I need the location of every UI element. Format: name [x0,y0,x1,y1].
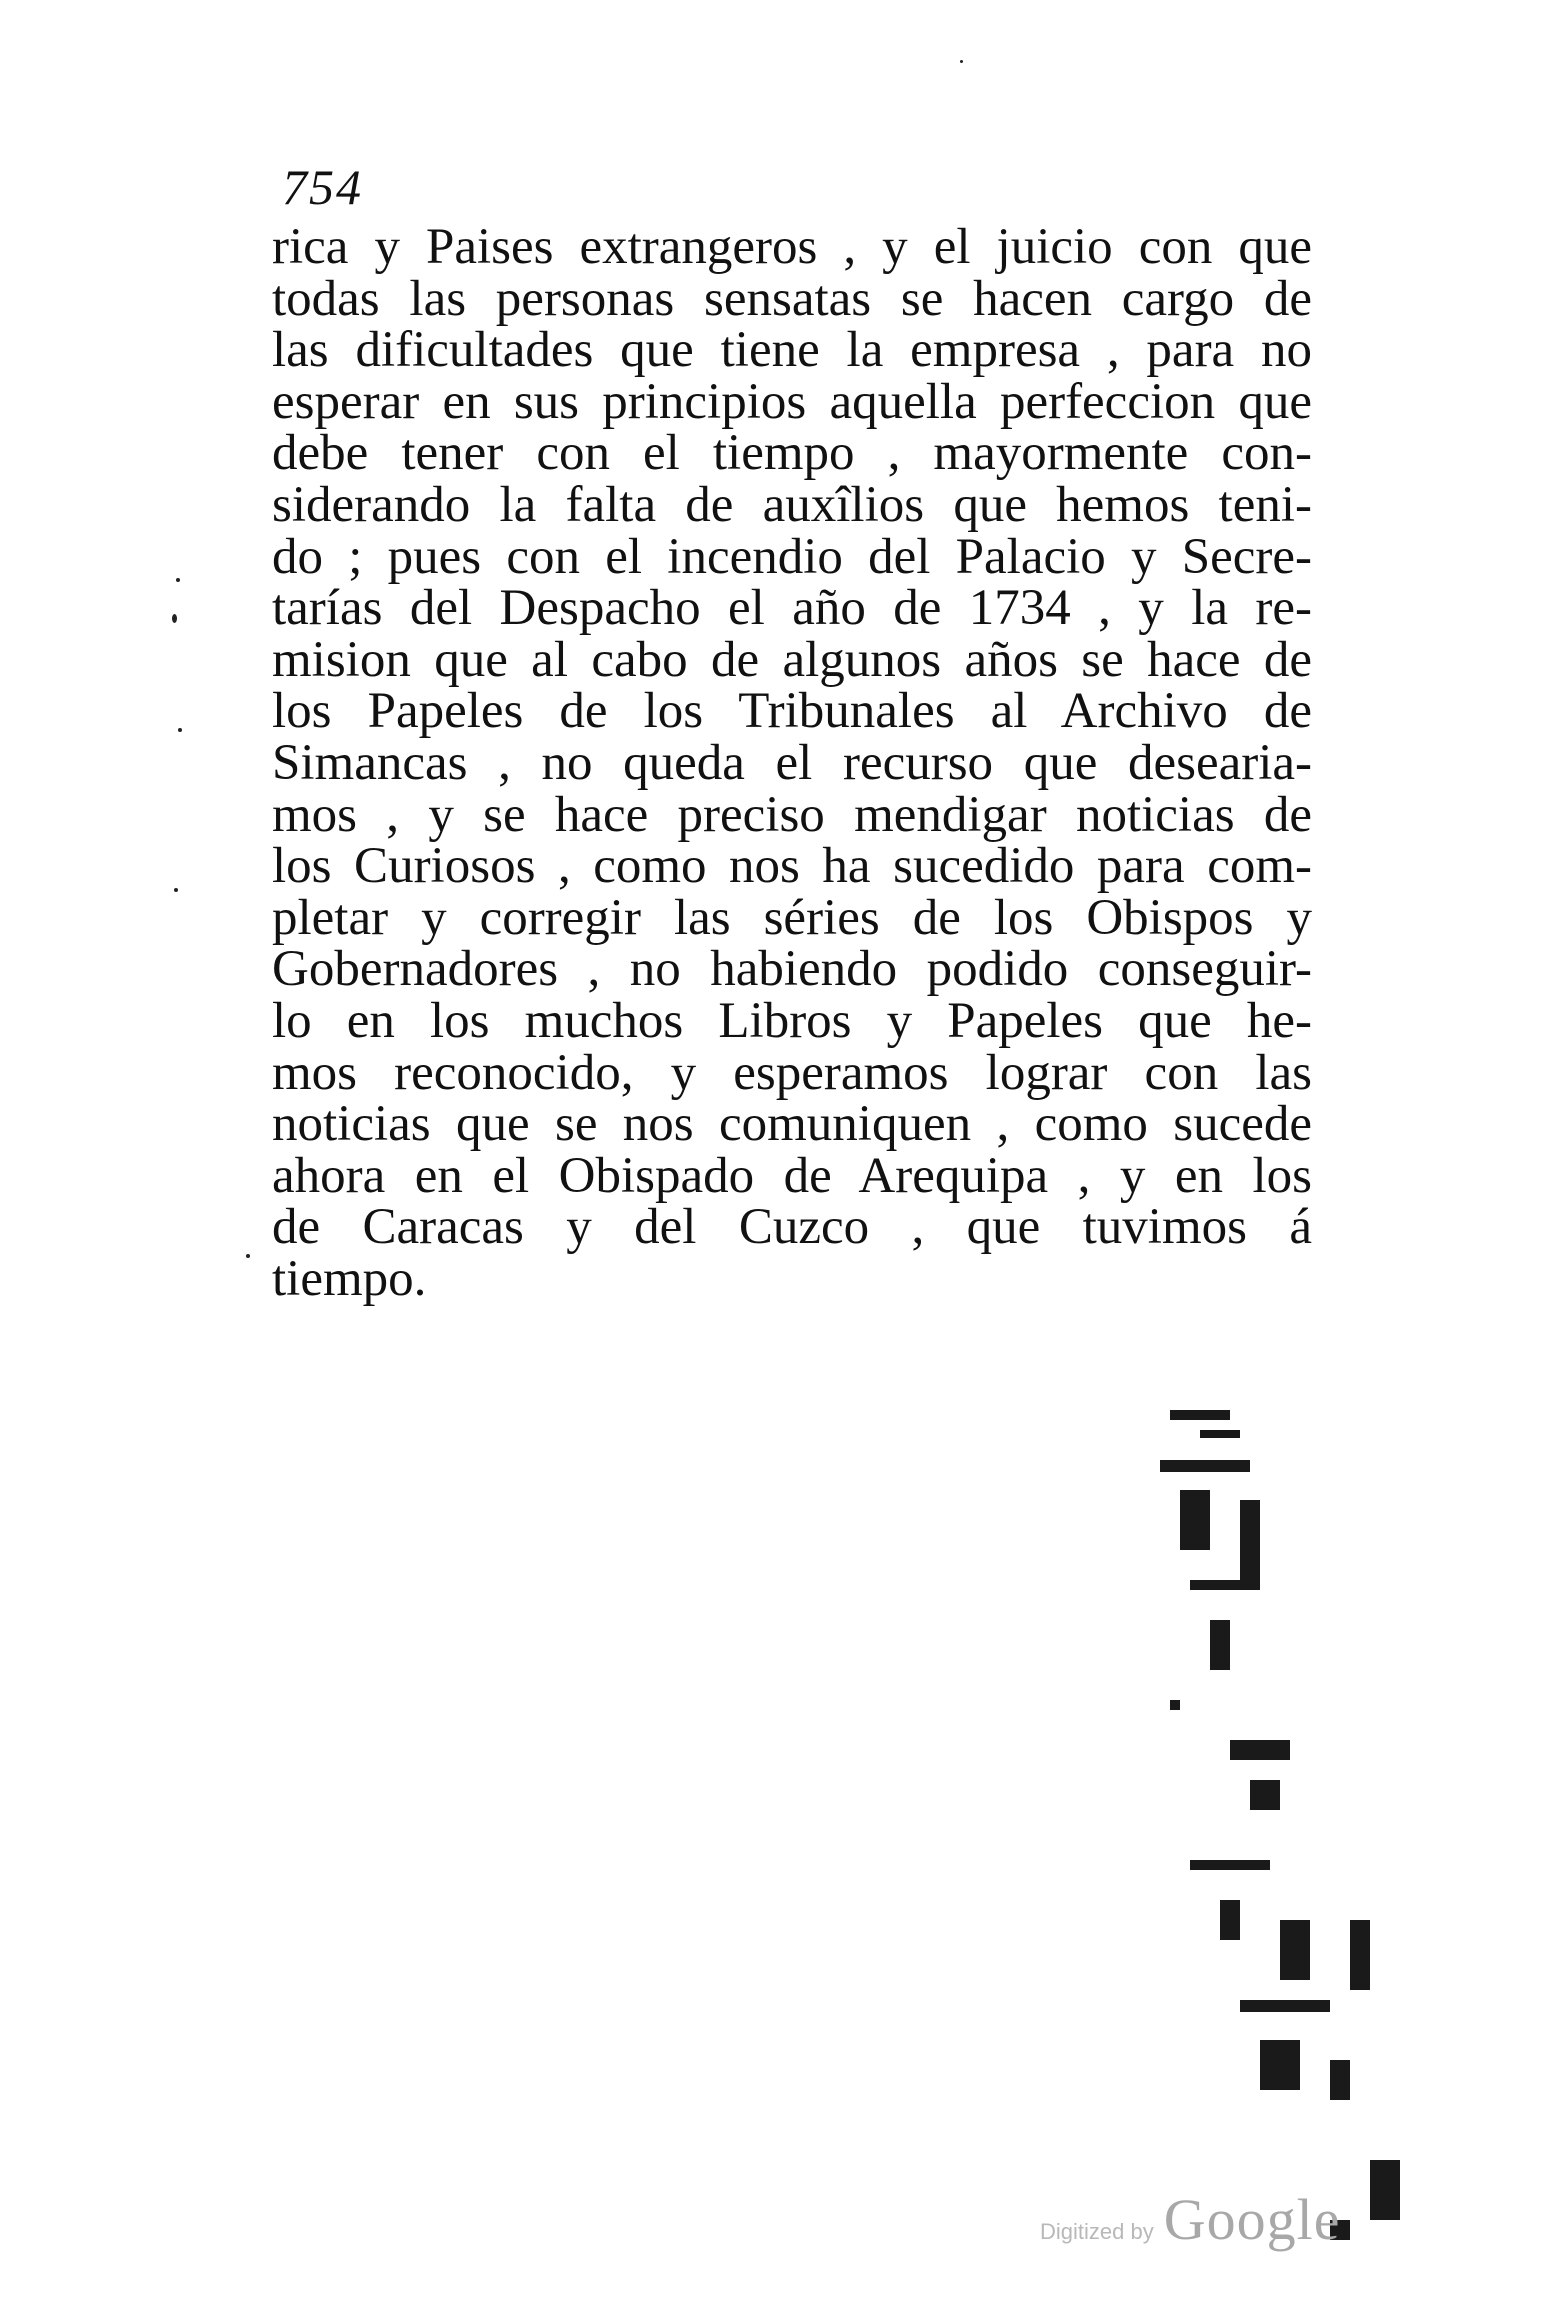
margin-speck [172,614,177,623]
text-line: Gobernadores , no habiendo podido conseguir- [272,941,1312,998]
text-line: todas las personas sensatas se hacen cargo de [272,270,1312,327]
text-line: debe tener con el tiempo , mayormente con- [272,425,1312,482]
bleed-through-marks [1130,1400,1430,2300]
text-line: mision que al cabo de algunos años se hace de [272,631,1312,688]
digitized-watermark [1040,2186,1340,2253]
text-line: mos , y se hace preciso mendigar noticias de [272,786,1312,843]
watermark-prefix: Digitized by [1040,2219,1154,2244]
text-line: rica y Paises extrangeros , y el juicio con que [272,219,1312,275]
margin-speck [174,888,178,892]
text-line: los Curiosos , como nos ha sucedido para com- [272,838,1312,895]
text-line: lo en los muchos Libros y Papeles que he- [272,992,1312,1049]
text-line: noticias que se nos comuniquen , como sucede [272,1096,1312,1153]
text-line: de Caracas y del Cuzco , que tuvimos á [272,1199,1312,1256]
text-line: do ; pues con el incendio del Palacio y Secre- [272,528,1312,585]
margin-speck [178,728,182,732]
watermark-brand: Google [1163,2187,1341,2252]
text-line: tarías del Despacho el año de 1734 , y la re- [272,580,1312,637]
text-line: Simancas , no queda el recurso que deseariа- [272,734,1312,791]
text-line: tiempo. [272,1250,427,1307]
text-line: esperar en sus principios aquella perfeccion que [272,373,1312,430]
margin-speck [960,60,963,63]
text-line: los Papeles de los Tribunales al Archivo de [272,683,1312,740]
body-text [272,219,1312,1307]
page-number: 754 [282,159,363,215]
text-line: siderando la falta de auxîlios que hemos teni- [272,476,1312,533]
margin-speck [176,578,180,582]
text-line: ahora en el Obispado de Arequipa , y en los [272,1147,1312,1204]
text-line: pletar y corregir las séries de los Obispos y [272,889,1312,946]
text-line: las dificultades que tiene la empresa , para no [272,322,1312,379]
margin-speck [246,1254,250,1258]
text-line: mos reconocido, y esperamos lograr con las [272,1044,1312,1101]
